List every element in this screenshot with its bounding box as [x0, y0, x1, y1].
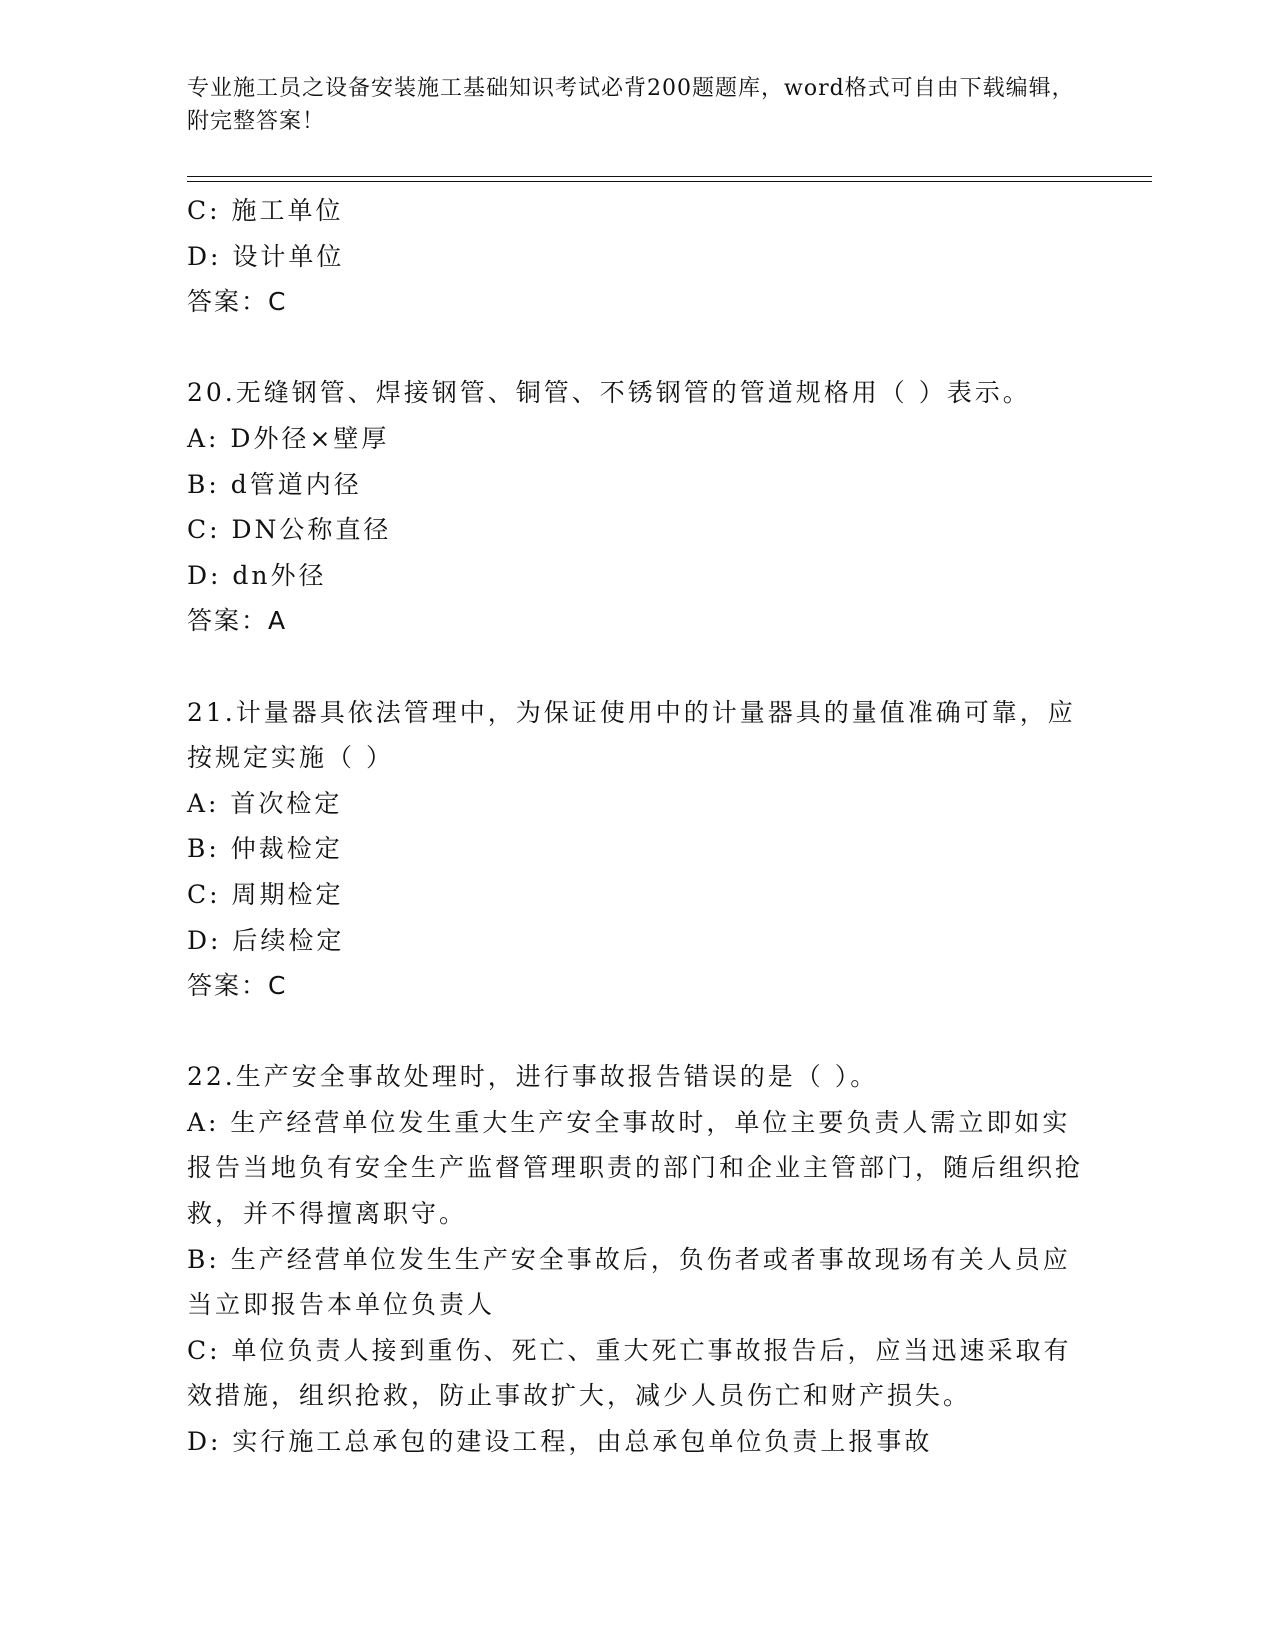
answer-line: 答案：C — [187, 971, 288, 1001]
option-b: B: 生产经营单位发生生产安全事故后，负伤者或者事故现场有关人员应当立即报告本单位负责人 — [187, 1244, 1071, 1320]
option-a: A: D外径×壁厚 — [187, 423, 390, 453]
option-a: A: 首次检定 — [187, 788, 343, 818]
question-text: 20.无缝钢管、焊接钢管、铜管、不锈钢管的管道规格用（ ）表示。 — [187, 378, 1031, 408]
document-body — [187, 188, 1087, 1465]
option-d: D: dn外径 — [187, 560, 327, 590]
header-title: 专业施工员之设备安装施工基础知识考试必背200题题库，word格式可自由下载编辑，附完整答案！ — [187, 76, 1075, 134]
question-text: 21.计量器具依法管理中，为保证使用中的计量器具的量值准确可靠，应按规定实施（ ） — [187, 697, 1076, 773]
option-c: C: 周期检定 — [187, 879, 344, 909]
option-d: D: 实行施工总承包的建设工程，由总承包单位负责上报事故 — [187, 1427, 933, 1457]
header-rule-top — [187, 176, 1152, 177]
spacer — [187, 1009, 1087, 1055]
option-d: D: 设计单位 — [187, 241, 345, 271]
option-c: C: DN公称直径 — [187, 515, 392, 545]
option-a: A: 生产经营单位发生重大生产安全事故时，单位主要负责人需立即如实报告当地负有安全生产监督管理职责的部门和企业主管部门，随后组织抢救，并不得擅离职守。 — [187, 1107, 1084, 1229]
option-c: C: 单位负责人接到重伤、死亡、重大死亡事故报告后，应当迅速采取有效措施，组织抢救，防止事故扩大，减少人员伤亡和财产损失。 — [187, 1335, 1072, 1411]
option-b: B: d管道内径 — [187, 469, 362, 499]
header-rule-bottom — [187, 181, 1152, 182]
question-21 — [187, 690, 1087, 1009]
spacer — [187, 325, 1087, 371]
answer-line: 答案：A — [187, 606, 288, 636]
option-d: D: 后续检定 — [187, 925, 345, 955]
question-text: 22.生产安全事故处理时，进行事故报告错误的是（ ）。 — [187, 1062, 879, 1092]
option-b: B: 仲裁检定 — [187, 834, 343, 864]
question-22 — [187, 1054, 1087, 1464]
question-20 — [187, 370, 1087, 644]
option-c: C: 施工单位 — [187, 196, 344, 225]
spacer — [187, 644, 1087, 690]
top-fragment — [187, 188, 1087, 325]
document-header — [187, 72, 1087, 138]
answer-line: 答案：C — [187, 287, 288, 317]
